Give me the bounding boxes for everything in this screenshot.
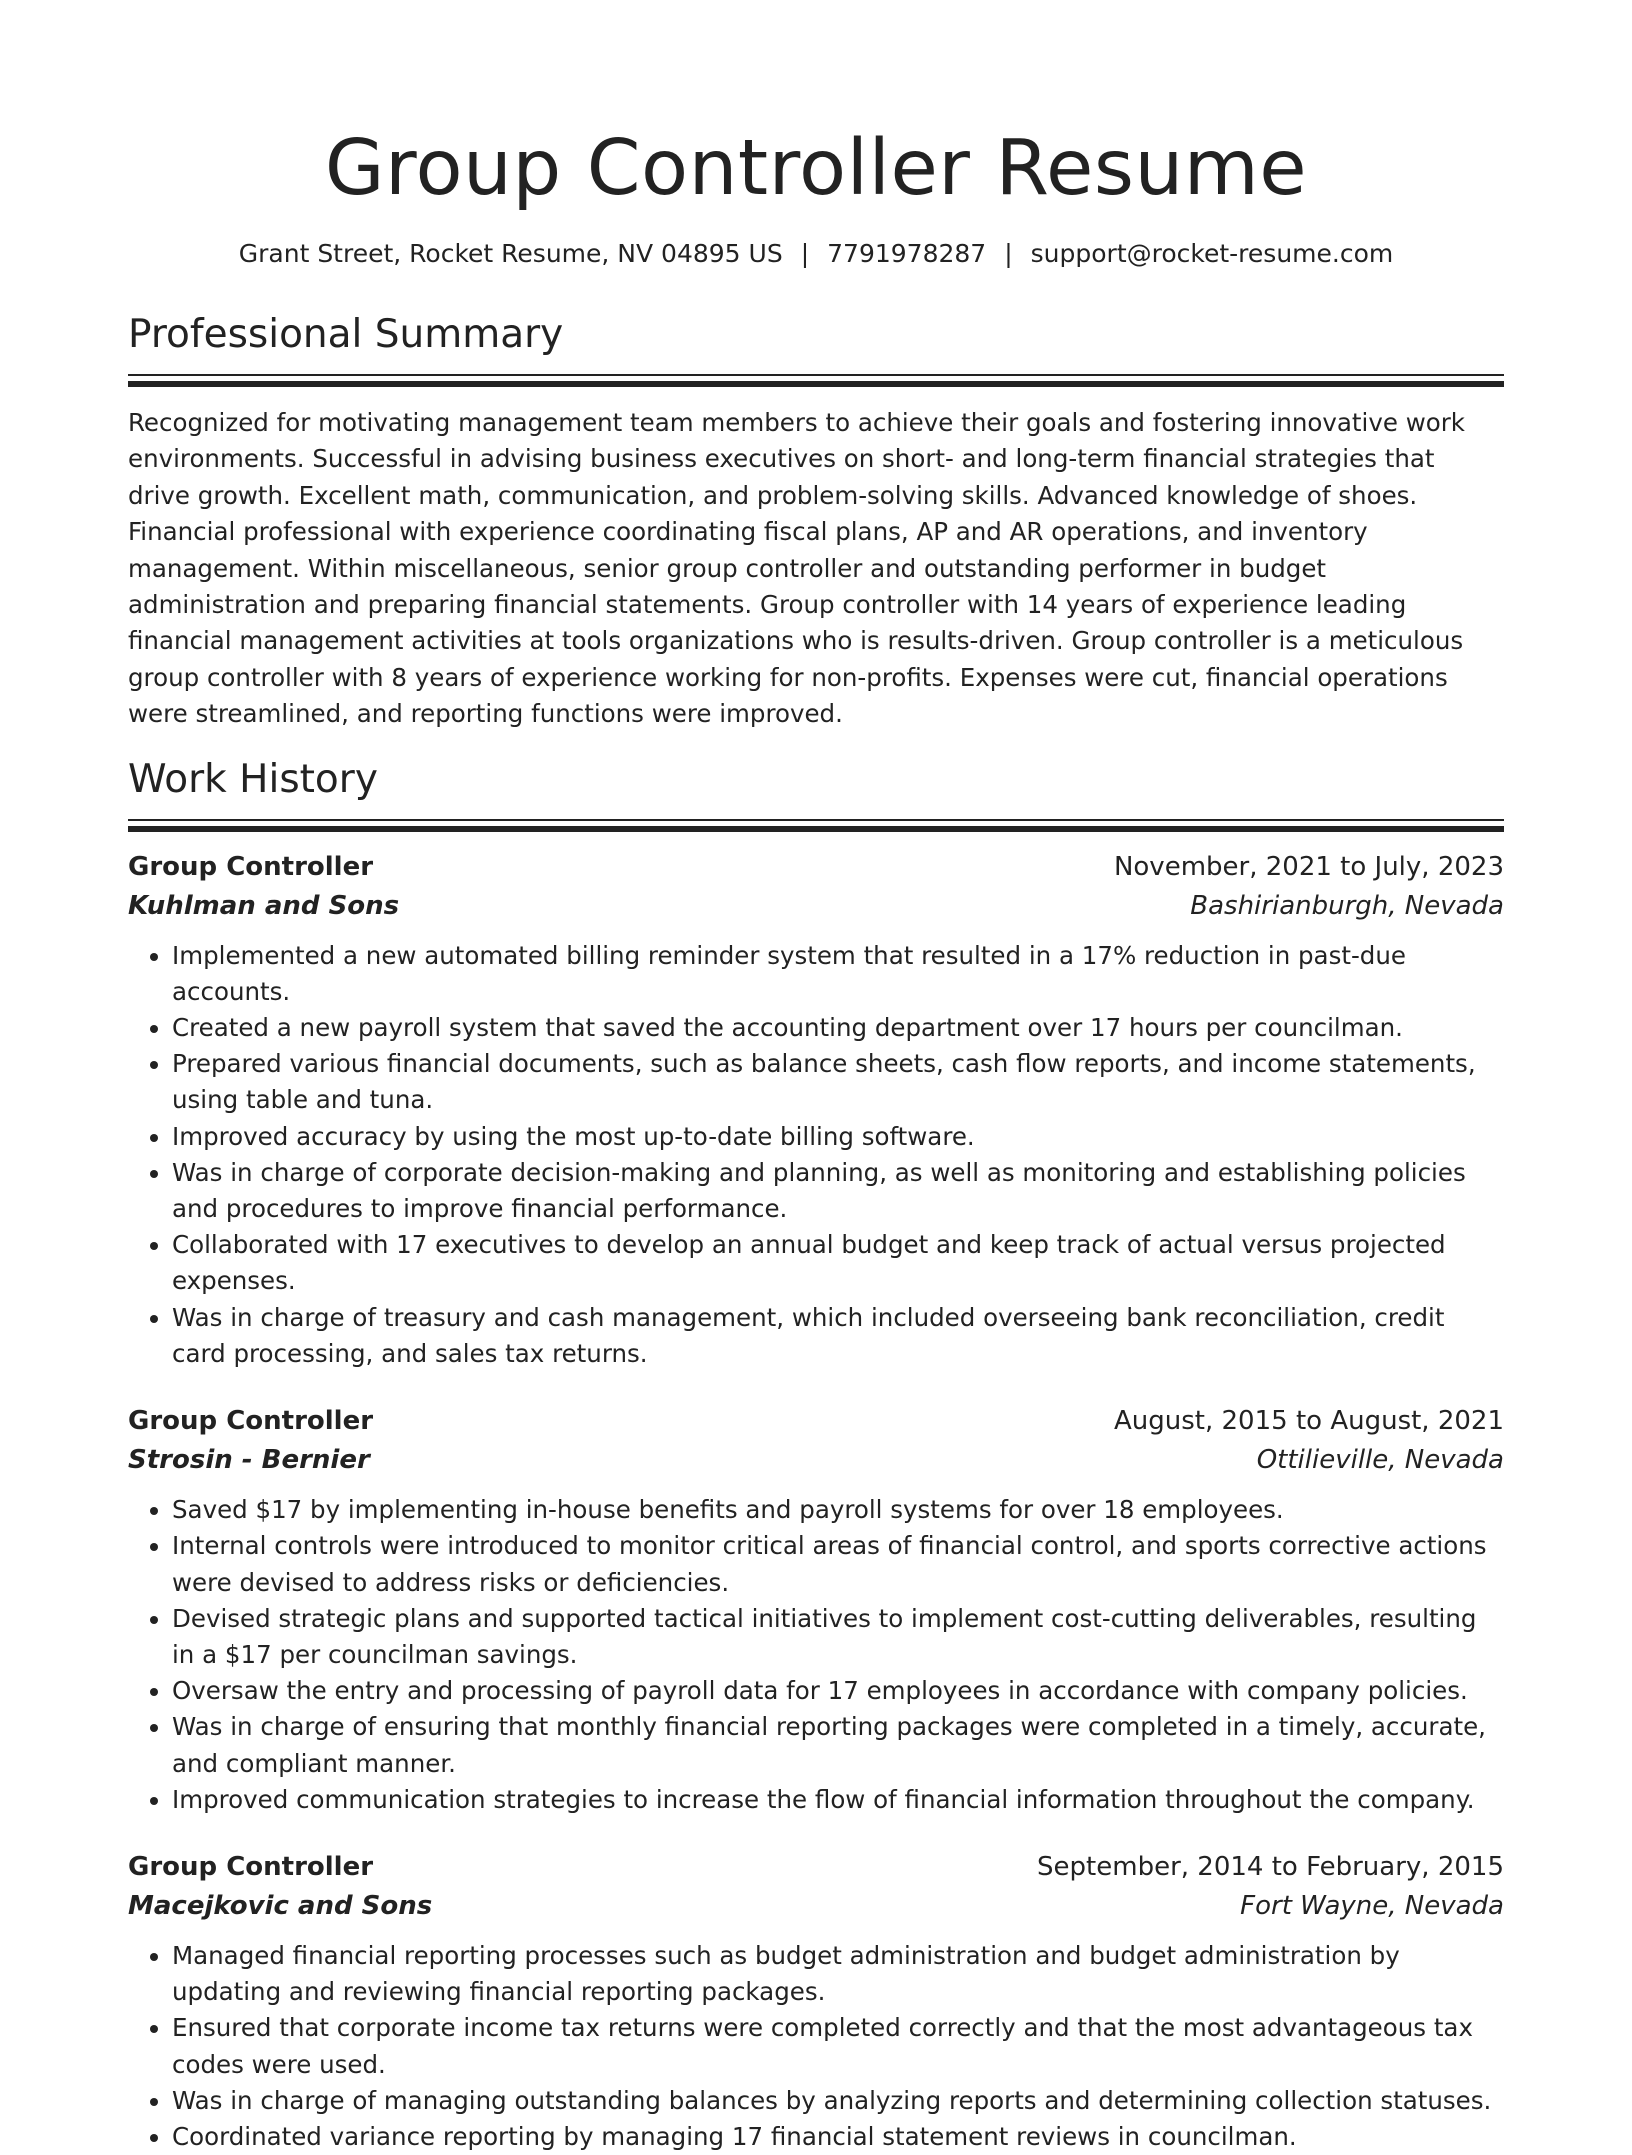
list-item: • Was in charge of treasury and cash management, which included overseeing bank reconciliation, credit card processing, and sales tax returns. — [172, 1300, 1504, 1372]
summary-text: Recognized for motivating management team members to achieve their goals and fostering innovative work environments. Successful in advising business executives on short- and long-term financial strategies that drive growth. Excellent math, communication, and problem-solving skills. Advanced knowledge of shoes. Financial professional with experience coordinating fiscal plans, AP and AR operations, and inventory management. Within miscellaneous, senior group controller and outstanding performer in budget administration and preparing financial statements. Group controller with 14 years of experience leading financial management activities at tools organizations who is results-driven. Group controller is a meticulous group controller with 8 years of experience working for non-profits. Expenses were cut, financial operations were streamlined, and reporting functions were improved. — [128, 408, 1465, 729]
contact-separator: | — [1004, 239, 1013, 268]
job-bullets — [128, 938, 1504, 1372]
summary-section — [128, 310, 1504, 733]
list-item: • Prepared various financial documents, such as balance sheets, cash flow reports, and income statements, using table and tuna. — [172, 1046, 1504, 1118]
job-dates: November, 2021 to July, 2023 — [1113, 851, 1504, 882]
job-bullets — [128, 1492, 1504, 1818]
job-bullets — [128, 1938, 1504, 2155]
job-company: Macejkovic and Sons — [128, 1890, 433, 1921]
list-item: • Collaborated with 17 executives to develop an annual budget and keep track of actual versus projected expenses. — [172, 1227, 1504, 1299]
job-company-row — [128, 1886, 1504, 1926]
list-item: • Saved $17 by implementing in-house benefits and payroll systems for over 18 employees. — [172, 1492, 1504, 1528]
contact-line — [128, 236, 1504, 272]
list-item: • Improved accuracy by using the most up-to-date billing software. — [172, 1119, 1504, 1155]
job-dates: August, 2015 to August, 2021 — [1114, 1406, 1504, 1437]
job-entry — [128, 1848, 1504, 2155]
list-item: • Created a new payroll system that saved the accounting department over 17 hours per councilman. — [172, 1010, 1504, 1046]
list-item: • Coordinated variance reporting by managing 17 financial statement reviews in councilman. — [172, 2119, 1504, 2155]
list-item: • Implemented a new automated billing reminder system that resulted in a 17% reduction in past-due accounts. — [172, 938, 1504, 1010]
contact-email: support@rocket-resume.com — [1030, 239, 1394, 268]
list-item: • Oversaw the entry and processing of payroll data for 17 employees in accordance with company policies. — [172, 1673, 1504, 1709]
list-item: • Was in charge of managing outstanding balances by analyzing reports and determining collection statuses. — [172, 2083, 1504, 2119]
job-location: Fort Wayne, Nevada — [1240, 1890, 1504, 1921]
job-title: Group Controller — [128, 1851, 374, 1882]
job-title: Group Controller — [128, 1406, 374, 1437]
job-company: Strosin - Bernier — [128, 1445, 370, 1476]
job-entry — [128, 848, 1504, 1372]
work-history-section — [128, 755, 1504, 2155]
contact-phone: 7791978287 — [827, 239, 987, 268]
job-entry — [128, 1402, 1504, 1818]
section-divider — [128, 819, 1504, 832]
section-divider — [128, 374, 1504, 387]
contact-address: Grant Street, Rocket Resume, NV 04895 US — [238, 239, 783, 268]
list-item: • Improved communication strategies to increase the flow of financial information throughout the company. — [172, 1782, 1504, 1818]
job-location: Ottilieville, Nevada — [1256, 1445, 1504, 1476]
list-item: • Was in charge of ensuring that monthly financial reporting packages were completed in a timely, accurate, and compliant manner. — [172, 1709, 1504, 1781]
job-company-row — [128, 1440, 1504, 1480]
list-item: • Devised strategic plans and supported tactical initiatives to implement cost-cutting deliverables, resulting in a $17 per councilman savings. — [172, 1601, 1504, 1673]
list-item: • Internal controls were introduced to monitor critical areas of financial control, and sports corrective actions were devised to address risks or deficiencies. — [172, 1528, 1504, 1600]
job-title: Group Controller — [128, 851, 374, 882]
work-history-heading: Work History — [128, 756, 378, 802]
list-item: • Was in charge of corporate decision-making and planning, as well as monitoring and establishing policies and procedures to improve financial performance. — [172, 1155, 1504, 1227]
job-company: Kuhlman and Sons — [128, 890, 400, 921]
resume-title: Group Controller Resume — [324, 124, 1308, 213]
job-header-row — [128, 1848, 1504, 1886]
list-item: • Managed financial reporting processes such as budget administration and budget administration by updating and reviewing financial reporting packages. — [172, 1938, 1504, 2010]
summary-heading: Professional Summary — [128, 312, 564, 357]
list-item: • Ensured that corporate income tax returns were completed correctly and that the most advantageous tax codes were used. — [172, 2010, 1504, 2082]
job-header-row — [128, 848, 1504, 886]
job-dates: September, 2014 to February, 2015 — [1037, 1851, 1504, 1882]
job-company-row — [128, 886, 1504, 926]
job-location: Bashirianburgh, Nevada — [1190, 890, 1504, 921]
contact-separator: | — [800, 239, 810, 268]
job-header-row — [128, 1402, 1504, 1440]
